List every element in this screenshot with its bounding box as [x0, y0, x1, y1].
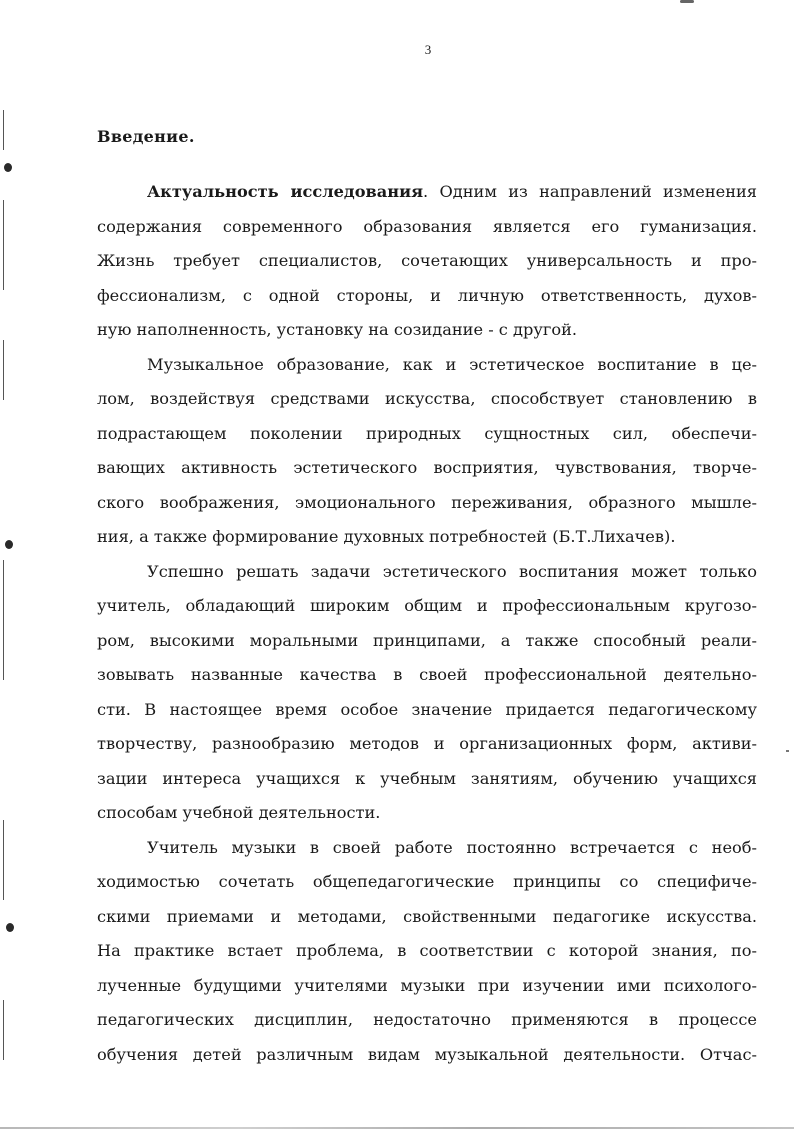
paragraph-lead-bold: Актуальность исследования [147, 182, 424, 201]
text-line [97, 175, 757, 210]
text-line: ния, а также формирование духовных потребностей (Б.Т.Лихачев). [97, 527, 676, 546]
text-line: обучения детей различным видам музыкальной деятельности. Отчас- [97, 1044, 757, 1064]
text-line: Жизнь требует специалистов, сочетающих универсальность и про- [97, 251, 757, 270]
text-line: учитель, обладающий широким общим и профессиональным кругозо- [97, 596, 757, 615]
scan-bottom-edge [0, 1127, 794, 1129]
text-line: подрастающем поколении природных сущностных сил, обеспечи- [97, 423, 757, 443]
scan-edge-line [3, 340, 4, 400]
binding-hole-mark [6, 923, 14, 932]
text-line: На практике встает проблема, в соответствии с которой знания, по- [97, 941, 757, 960]
text-line: сти. В настоящее время особое значение придается педагогическому [97, 699, 757, 719]
text-line: Музыкальное образование, как и эстетическое воспитание в це- [147, 354, 757, 374]
text-line: Учитель музыки в своей работе постоянно встречается с необ- [147, 837, 757, 857]
text-line: творчеству, разнообразию методов и организационных форм, активи- [97, 734, 757, 753]
scan-edge-line [3, 560, 4, 680]
text-line: лом, воздействуя средствами искусства, способствует становлению в [97, 389, 757, 408]
text-line: содержания современного образования является его гуманизация. [97, 216, 757, 236]
text-line: Успешно решать задачи эстетического воспитания может только [147, 561, 757, 581]
text-line: скими приемами и методами, свойственными педагогике искусства. [97, 906, 757, 926]
scan-edge-line [3, 1000, 4, 1060]
scan-speck [680, 0, 694, 3]
scan-edge-line [3, 820, 4, 900]
text-line: фессионализм, с одной стороны, и личную ответственность, духов- [97, 285, 757, 305]
text-line: способам учебной деятельности. [97, 803, 381, 822]
section-heading: Введение. [97, 127, 195, 146]
scan-speck [786, 750, 789, 752]
binding-hole-mark [5, 540, 13, 549]
scan-edge-line [3, 110, 4, 150]
body-text [97, 175, 757, 1072]
text-line: ром, высокими моральными принципами, а также способный реали- [97, 630, 757, 650]
text-line: зации интереса учащихся к учебным занятиям, обучению учащихся [97, 768, 757, 788]
text-line: педагогических дисциплин, недостаточно применяются в процессе [97, 1010, 757, 1029]
text-line: вающих активность эстетического восприятия, чувствования, творче- [97, 458, 757, 477]
scan-edge-line [3, 200, 4, 290]
text-line: ходимостью сочетать общепедагогические принципы со специфиче- [97, 872, 757, 891]
text-line: ную наполненность, установку на созидание - с другой. [97, 320, 578, 339]
text-line: лученные будущими учителями музыки при изучении ими психолого- [97, 975, 757, 995]
text-line: зовывать названные качества в своей профессиональной деятельно- [97, 665, 757, 684]
scan-edge-artifacts [0, 0, 14, 1139]
page-number: 3 [424, 42, 432, 57]
binding-hole-mark [4, 163, 12, 172]
text-line: ского воображения, эмоционального переживания, образного мышле- [97, 492, 757, 512]
text-line-rest: . Одним из направлений изменения [423, 182, 757, 201]
